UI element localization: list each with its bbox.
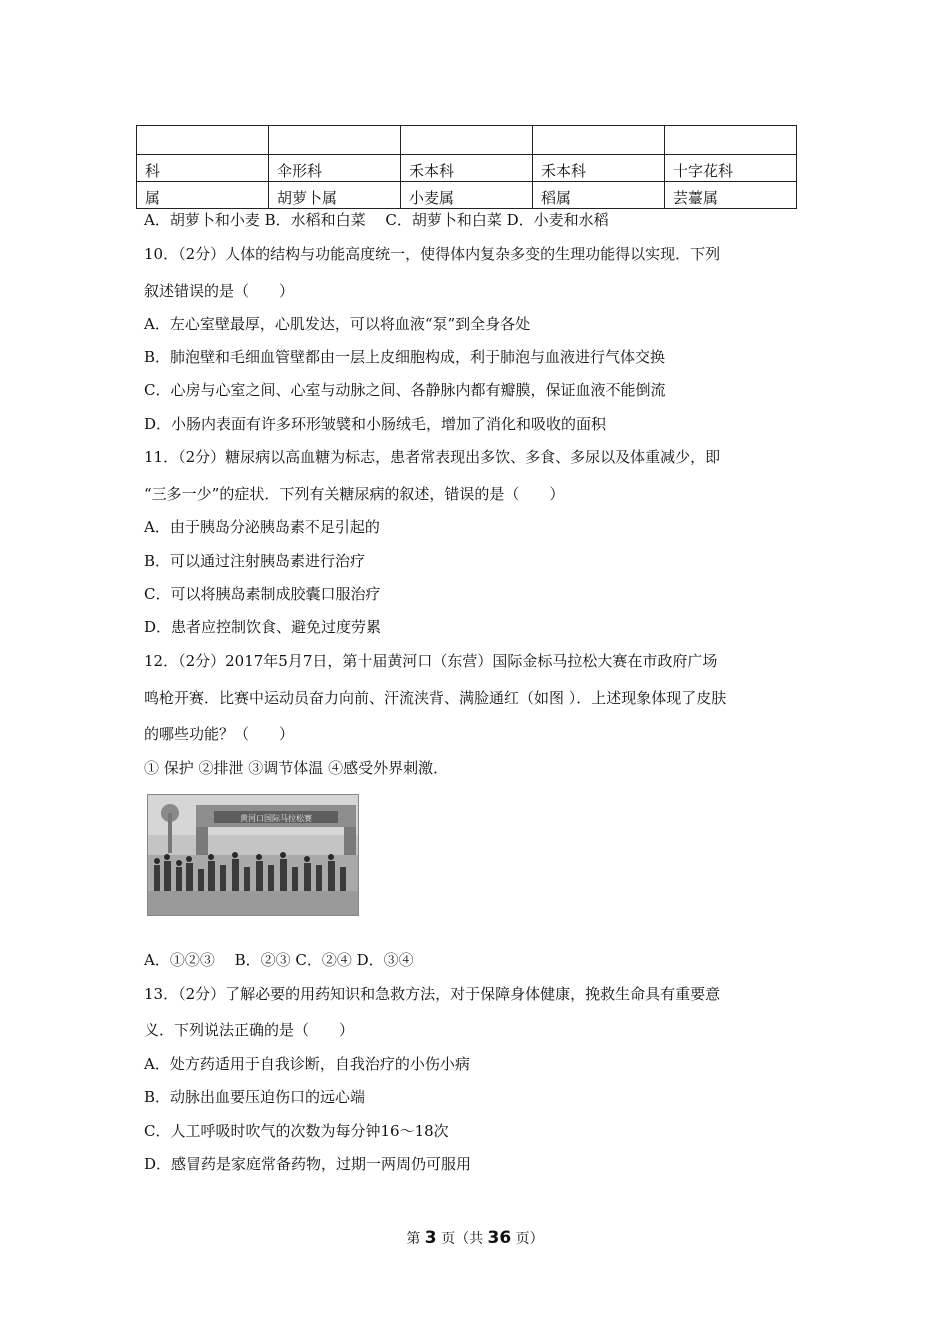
q10-option-a: A．左心室壁最厚，心肌发达，可以将血液“泵”到全身各处 [144, 315, 531, 333]
q13-option-b: B．动脉出血要压迫伤口的远心端 [144, 1088, 366, 1106]
q11-option-b: B．可以通过注射胰岛素进行治疗 [144, 552, 366, 570]
table-row [137, 182, 797, 209]
q13-option-d: D．感冒药是家庭常备药物，过期一两周仍可服用 [144, 1155, 472, 1173]
table-cell [665, 126, 797, 155]
table-cell: 禾本科 [401, 155, 533, 182]
q11-stem-line2: “三多一少”的症状．下列有关糖尿病的叙述，错误的是（ ） [144, 485, 565, 503]
q10-option-b: B．肺泡壁和毛细血管壁都由一层上皮细胞构成，利于肺泡与血液进行气体交换 [144, 348, 666, 366]
q11-option-d: D．患者应控制饮食、避免过度劳累 [144, 618, 382, 636]
footer-suffix: 页） [515, 1231, 544, 1247]
q11-option-c: C．可以将胰岛素制成胶囊口服治疗 [144, 585, 381, 603]
footer-total-pages: 36 [487, 1228, 512, 1248]
table-row [137, 155, 797, 182]
q12-stem-line1: 12．（2分）2017年5月7日，第十届黄河口（东营）国际金标马拉松大赛在市政府广场 [144, 652, 718, 670]
footer-middle: 页（共 [441, 1231, 484, 1247]
q10-stem-line1: 10．（2分）人体的结构与功能高度统一，使得体内复杂多变的生理功能得以实现．下列 [144, 245, 721, 263]
q10-option-d: D．小肠内表面有许多环形皱襞和小肠绒毛，增加了消化和吸收的面积 [144, 415, 607, 433]
table-cell: 属 [137, 182, 269, 209]
q12-options: A．①②③ B．②③ C．②④ D．③④ [144, 951, 414, 969]
banner-text: 黄河口国际马拉松赛 [240, 814, 312, 823]
q13-option-c: C．人工呼吸时吹气的次数为每分钟16～18次 [144, 1122, 449, 1140]
table-cell: 芸薹属 [665, 182, 797, 209]
q12-statements: ① 保护 ②排泄 ③调节体温 ④感受外界刺激． [144, 759, 449, 777]
q11-stem-line1: 11．（2分）糖尿病以高血糖为标志，患者常表现出多饮、多食、多尿以及体重减少，即 [144, 448, 721, 466]
marathon-photo [147, 794, 359, 916]
table-cell: 伞形科 [269, 155, 401, 182]
classification-table [136, 125, 797, 209]
marathon-illustration [148, 795, 358, 915]
footer-page-number: 3 [424, 1228, 437, 1248]
table-cell: 十字花科 [665, 155, 797, 182]
table-cell [137, 126, 269, 155]
table-row [137, 126, 797, 155]
table-cell: 稻属 [533, 182, 665, 209]
table-cell [401, 126, 533, 155]
q12-stem-line3: 的哪些功能？（ ） [144, 725, 295, 743]
table-cell: 科 [137, 155, 269, 182]
footer-prefix: 第 [406, 1231, 421, 1247]
q13-stem-line1: 13．（2分）了解必要的用药知识和急救方法，对于保障身体健康，挽救生命具有重要意 [144, 985, 721, 1003]
table-cell: 胡萝卜属 [269, 182, 401, 209]
table-cell [533, 126, 665, 155]
q12-stem-line2: 鸣枪开赛．比赛中运动员奋力向前、汗流浃背、满脸通红（如图 ）．上述现象体现了皮肤 [144, 689, 727, 707]
table-cell: 禾本科 [533, 155, 665, 182]
page-footer [0, 1228, 950, 1249]
q10-option-c: C．心房与心室之间、心室与动脉之间、各静脉内都有瓣膜，保证血液不能倒流 [144, 381, 666, 399]
table-cell [269, 126, 401, 155]
table-cell: 小麦属 [401, 182, 533, 209]
q9-options: A．胡萝卜和小麦 B．水稻和白菜 C．胡萝卜和白菜 D．小麦和水稻 [144, 211, 609, 229]
q11-option-a: A．由于胰岛分泌胰岛素不足引起的 [144, 518, 380, 536]
q10-stem-line2: 叙述错误的是（ ） [144, 282, 295, 300]
q13-option-a: A．处方药适用于自我诊断，自我治疗的小伤小病 [144, 1055, 470, 1073]
q13-stem-line2: 义．下列说法正确的是（ ） [144, 1021, 355, 1039]
